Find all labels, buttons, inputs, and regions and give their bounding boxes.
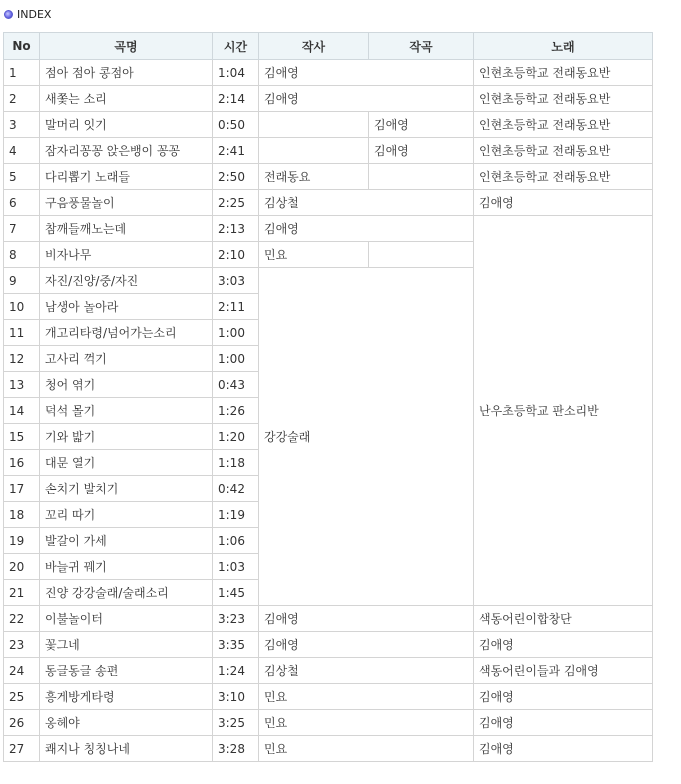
cell-no: 25 [4, 684, 40, 710]
cell-time: 2:10 [213, 242, 259, 268]
table-row [4, 60, 653, 86]
cell-title: 꽃그네 [40, 632, 213, 658]
cell-no: 17 [4, 476, 40, 502]
cell-time: 0:42 [213, 476, 259, 502]
cell-title: 흥게방게타령 [40, 684, 213, 710]
cell-time: 1:20 [213, 424, 259, 450]
table-row [4, 164, 653, 190]
cell-no: 7 [4, 216, 40, 242]
column-header-lyricist: 작사 [259, 33, 369, 60]
cell-lyricist: 김애영 [259, 86, 474, 112]
table-row [4, 606, 653, 632]
cell-no: 8 [4, 242, 40, 268]
cell-singer: 인현초등학교 전래동요반 [474, 112, 653, 138]
cell-title: 비자나무 [40, 242, 213, 268]
bullet-icon [4, 10, 13, 19]
cell-no: 6 [4, 190, 40, 216]
cell-time: 2:14 [213, 86, 259, 112]
cell-time: 1:18 [213, 450, 259, 476]
cell-title: 다리뽑기 노래들 [40, 164, 213, 190]
cell-singer: 김애영 [474, 632, 653, 658]
cell-no: 1 [4, 60, 40, 86]
cell-title: 이불놀이터 [40, 606, 213, 632]
cell-time: 1:45 [213, 580, 259, 606]
cell-lyricist: 강강술래 [259, 268, 474, 606]
cell-title: 잠자리꽁꽁 앉은뱅이 꽁꽁 [40, 138, 213, 164]
table-row [4, 138, 653, 164]
cell-title: 동글동글 송편 [40, 658, 213, 684]
cell-title: 자진/진양/중/자진 [40, 268, 213, 294]
column-header-title: 곡명 [40, 33, 213, 60]
cell-title: 손치기 발치기 [40, 476, 213, 502]
cell-time: 1:04 [213, 60, 259, 86]
cell-time: 3:23 [213, 606, 259, 632]
cell-lyricist: 민요 [259, 242, 369, 268]
table-row [4, 684, 653, 710]
cell-no: 5 [4, 164, 40, 190]
cell-time: 2:11 [213, 294, 259, 320]
cell-no: 16 [4, 450, 40, 476]
column-header-composer: 작곡 [369, 33, 474, 60]
cell-time: 3:03 [213, 268, 259, 294]
cell-no: 13 [4, 372, 40, 398]
cell-composer: 김애영 [369, 138, 474, 164]
cell-singer: 색동어린이합창단 [474, 606, 653, 632]
cell-no: 9 [4, 268, 40, 294]
cell-no: 2 [4, 86, 40, 112]
cell-time: 1:00 [213, 346, 259, 372]
cell-time: 3:10 [213, 684, 259, 710]
cell-no: 18 [4, 502, 40, 528]
table-row [4, 658, 653, 684]
cell-time: 2:50 [213, 164, 259, 190]
table-header-row [4, 33, 653, 60]
cell-time: 1:06 [213, 528, 259, 554]
cell-no: 11 [4, 320, 40, 346]
cell-no: 20 [4, 554, 40, 580]
cell-lyricist: 김애영 [259, 216, 474, 242]
cell-title: 바늘귀 꿰기 [40, 554, 213, 580]
cell-title: 진양 강강술래/술래소리 [40, 580, 213, 606]
index-header [4, 7, 51, 21]
cell-no: 15 [4, 424, 40, 450]
cell-lyricist: 김상철 [259, 658, 474, 684]
table-row [4, 736, 653, 762]
cell-title: 발갈이 가세 [40, 528, 213, 554]
cell-composer [369, 164, 474, 190]
cell-no: 19 [4, 528, 40, 554]
column-header-no: No [4, 33, 40, 60]
cell-lyricist [259, 138, 369, 164]
cell-title: 기와 밟기 [40, 424, 213, 450]
cell-title: 청어 엮기 [40, 372, 213, 398]
cell-time: 0:50 [213, 112, 259, 138]
cell-lyricist: 민요 [259, 684, 474, 710]
table-row [4, 216, 653, 242]
cell-title: 꼬리 따기 [40, 502, 213, 528]
table-row [4, 632, 653, 658]
cell-time: 1:26 [213, 398, 259, 424]
cell-title: 고사리 꺽기 [40, 346, 213, 372]
cell-no: 27 [4, 736, 40, 762]
cell-time: 1:24 [213, 658, 259, 684]
cell-time: 3:28 [213, 736, 259, 762]
cell-time: 3:25 [213, 710, 259, 736]
cell-lyricist [259, 112, 369, 138]
cell-no: 26 [4, 710, 40, 736]
cell-lyricist: 김애영 [259, 632, 474, 658]
cell-no: 12 [4, 346, 40, 372]
cell-singer: 김애영 [474, 684, 653, 710]
column-header-singer: 노래 [474, 33, 653, 60]
cell-title: 옹헤야 [40, 710, 213, 736]
cell-time: 0:43 [213, 372, 259, 398]
cell-lyricist: 민요 [259, 736, 474, 762]
cell-singer: 색동어린이들과 김애영 [474, 658, 653, 684]
cell-singer: 김애영 [474, 710, 653, 736]
cell-no: 22 [4, 606, 40, 632]
cell-no: 24 [4, 658, 40, 684]
cell-singer: 인현초등학교 전래동요반 [474, 138, 653, 164]
cell-singer: 김애영 [474, 736, 653, 762]
cell-singer: 인현초등학교 전래동요반 [474, 60, 653, 86]
cell-title: 참깨들깨노는데 [40, 216, 213, 242]
cell-singer: 인현초등학교 전래동요반 [474, 86, 653, 112]
cell-time: 1:00 [213, 320, 259, 346]
table-row [4, 112, 653, 138]
cell-no: 21 [4, 580, 40, 606]
cell-lyricist: 김애영 [259, 606, 474, 632]
cell-title: 쾌지나 칭칭나네 [40, 736, 213, 762]
table-row [4, 86, 653, 112]
cell-title: 덕석 몰기 [40, 398, 213, 424]
cell-no: 3 [4, 112, 40, 138]
song-index-table [3, 32, 653, 762]
cell-title: 개고리타령/넘어가는소리 [40, 320, 213, 346]
cell-time: 3:35 [213, 632, 259, 658]
cell-time: 2:41 [213, 138, 259, 164]
cell-composer [369, 242, 474, 268]
cell-lyricist: 민요 [259, 710, 474, 736]
cell-composer: 김애영 [369, 112, 474, 138]
cell-singer: 난우초등학교 판소리반 [474, 216, 653, 606]
cell-title: 말머리 잇기 [40, 112, 213, 138]
column-header-time: 시간 [213, 33, 259, 60]
index-title: INDEX [17, 7, 52, 21]
cell-lyricist: 김애영 [259, 60, 474, 86]
table-row [4, 710, 653, 736]
cell-lyricist: 김상철 [259, 190, 474, 216]
cell-time: 1:19 [213, 502, 259, 528]
table-row [4, 190, 653, 216]
cell-title: 대문 열기 [40, 450, 213, 476]
cell-no: 23 [4, 632, 40, 658]
cell-no: 14 [4, 398, 40, 424]
cell-time: 2:25 [213, 190, 259, 216]
cell-no: 10 [4, 294, 40, 320]
cell-singer: 김애영 [474, 190, 653, 216]
cell-singer: 인현초등학교 전래동요반 [474, 164, 653, 190]
cell-title: 점아 점아 콩점아 [40, 60, 213, 86]
cell-lyricist: 전래동요 [259, 164, 369, 190]
cell-time: 1:03 [213, 554, 259, 580]
cell-no: 4 [4, 138, 40, 164]
cell-title: 구음풍물놀이 [40, 190, 213, 216]
cell-title: 새쫓는 소리 [40, 86, 213, 112]
cell-time: 2:13 [213, 216, 259, 242]
cell-title: 남생아 놀아라 [40, 294, 213, 320]
